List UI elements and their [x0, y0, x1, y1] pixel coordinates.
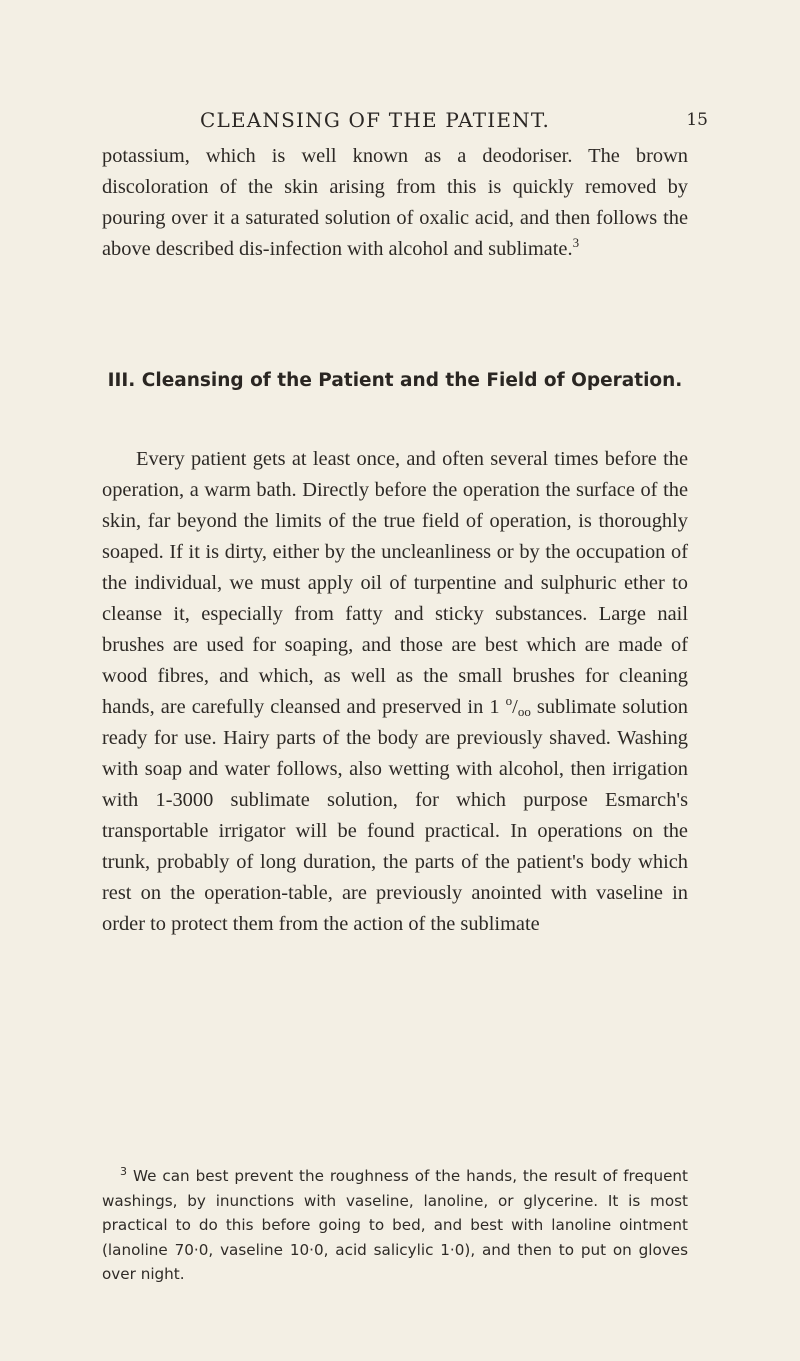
paragraph-cleansing-text-before: Every patient gets at least once, and often several times before the operation, a warm bath. Directly before the operation the surface of the skin, far beyond the limits of the true field of operation, is thoroughly soaped. If it is dirty, either by the uncleanliness or by the occupation of the individual, we must apply oil of turpentine and sulphuric ether to cleanse it, especially from fatty and sticky substances. Large nail brushes are used for soaping, and those are best which are made of wood fibres, and which, as well as the small brushes for cleaning hands, are carefully cleansed and preserved in 1 — [102, 448, 688, 718]
footnote-text: We can best prevent the roughness of the hands, the result of frequent washings, by inunctions with vaseline, lanoline, or glycerine. It is most practical to do this before going to bed, and best with lanoline ointment (lanoline 70·0, vaseline 10·0, acid salicylic 1·0), and then to put on gloves over night. — [102, 1167, 688, 1283]
running-head — [0, 108, 800, 138]
permille-sup: o — [505, 693, 513, 708]
permille-slash: / — [512, 696, 518, 718]
permille-sub: oo — [517, 704, 531, 719]
section-heading: III. Cleansing of the Patient and the Field of Operation. — [107, 370, 683, 391]
permille-symbol — [505, 693, 531, 719]
footnote-reference: 3 — [572, 235, 580, 250]
paragraph-continuation — [102, 141, 688, 265]
footnote — [102, 1164, 688, 1287]
running-title: CLEANSING OF THE PATIENT. — [200, 108, 550, 132]
paragraph-continuation-text: potassium, which is well known as a deodoriser. The brown discoloration of the skin arising from this is quickly removed by pouring over it a saturated solution of oxalic acid, and then follows the above described dis-infection with alcohol and sublimate. — [102, 145, 688, 260]
paragraph-cleansing — [102, 444, 688, 940]
footnote-marker: 3 — [120, 1165, 127, 1178]
paragraph-cleansing-text-after: sublimate solution ready for use. Hairy parts of the body are previously shaved. Washing with soap and water follows, also wetting with alcohol, then irrigation with 1-3000 sublimate solution, for which purpose Esmarch's transportable irrigator will be found practical. In operations on the trunk, probably of long duration, the parts of the patient's body which rest on the operation-table, are previously anointed with vaseline in order to protect them from the action of the sublimate — [102, 696, 689, 935]
page-number: 15 — [686, 110, 708, 130]
